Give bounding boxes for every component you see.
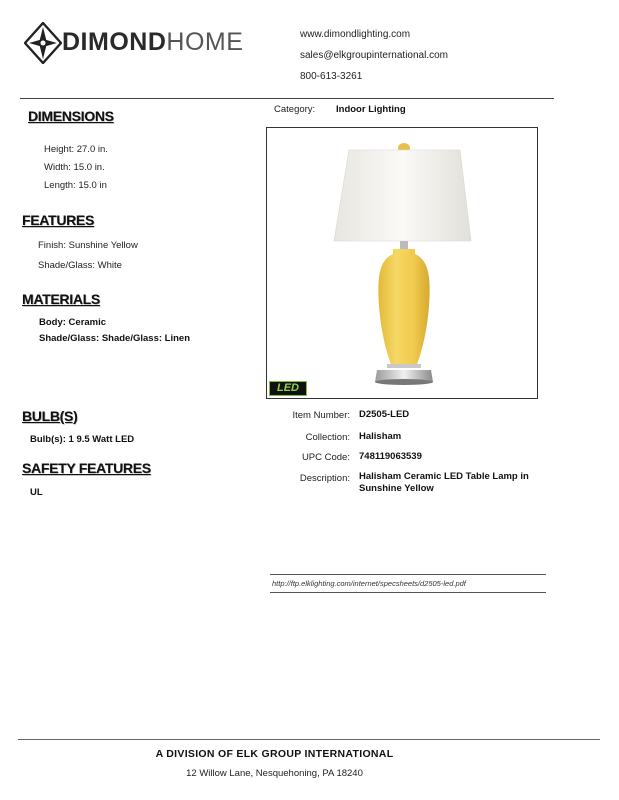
material-shade: Shade/Glass: Shade/Glass: Linen: [39, 333, 190, 344]
dimond-logo-icon: [24, 22, 62, 64]
brand-name: [62, 28, 243, 57]
website-link[interactable]: www.dimondlighting.com: [300, 29, 411, 40]
description-value-line2: Sunshine Yellow: [359, 483, 434, 494]
bulb-spec: Bulb(s): 1 9.5 Watt LED: [30, 434, 135, 445]
safety-title: SAFETY FEATURES: [22, 460, 151, 476]
led-badge: LED: [269, 381, 307, 396]
item-number-value: D2505-LED: [359, 409, 410, 420]
description-label: Description:: [299, 473, 350, 484]
dimension-length: Length: 15.0 in: [44, 180, 107, 191]
dimension-width: Width: 15.0 in.: [44, 162, 105, 173]
materials-title: MATERIALS: [22, 291, 100, 307]
item-number-label: Item Number:: [292, 410, 350, 421]
url-top-rule: [270, 574, 546, 575]
footer-division: A DIVISION OF ELK GROUP INTERNATIONAL: [155, 748, 394, 760]
brand-light: HOME: [166, 28, 244, 56]
footer-address: 12 Willow Lane, Nesquehoning, PA 18240: [186, 768, 363, 779]
header-divider: [20, 98, 554, 99]
brand-bold: DIMOND: [62, 28, 167, 56]
category-value: Indoor Lighting: [336, 104, 406, 115]
description-value: Halisham Ceramic LED Table Lamp in: [359, 471, 529, 482]
spec-sheet-link[interactable]: http://ftp.elklighting.com/internet/specsheets/d2505-led.pdf: [272, 579, 466, 588]
product-image-frame: [266, 127, 538, 399]
footer-divider: [18, 739, 600, 740]
bulbs-title: BULB(S): [22, 408, 78, 424]
feature-finish: Finish: Sunshine Yellow: [38, 240, 138, 251]
collection-label: Collection:: [305, 432, 350, 443]
feature-shade: Shade/Glass: White: [38, 260, 122, 271]
upc-label: UPC Code:: [301, 452, 350, 463]
dimension-height: Height: 27.0 in.: [44, 144, 108, 155]
category-label: Category:: [274, 104, 316, 115]
material-body: Body: Ceramic: [39, 317, 107, 328]
features-title: FEATURES: [22, 212, 95, 228]
dimensions-title: DIMENSIONS: [28, 108, 114, 124]
email-link[interactable]: sales@elkgroupinternational.com: [300, 50, 449, 61]
phone-number: 800-613-3261: [300, 71, 363, 82]
url-bottom-rule: [270, 592, 546, 593]
safety-ul: UL: [30, 487, 43, 498]
upc-value: 748119063539: [359, 451, 422, 462]
lamp-image: [267, 128, 537, 398]
collection-value: Halisham: [359, 431, 402, 442]
